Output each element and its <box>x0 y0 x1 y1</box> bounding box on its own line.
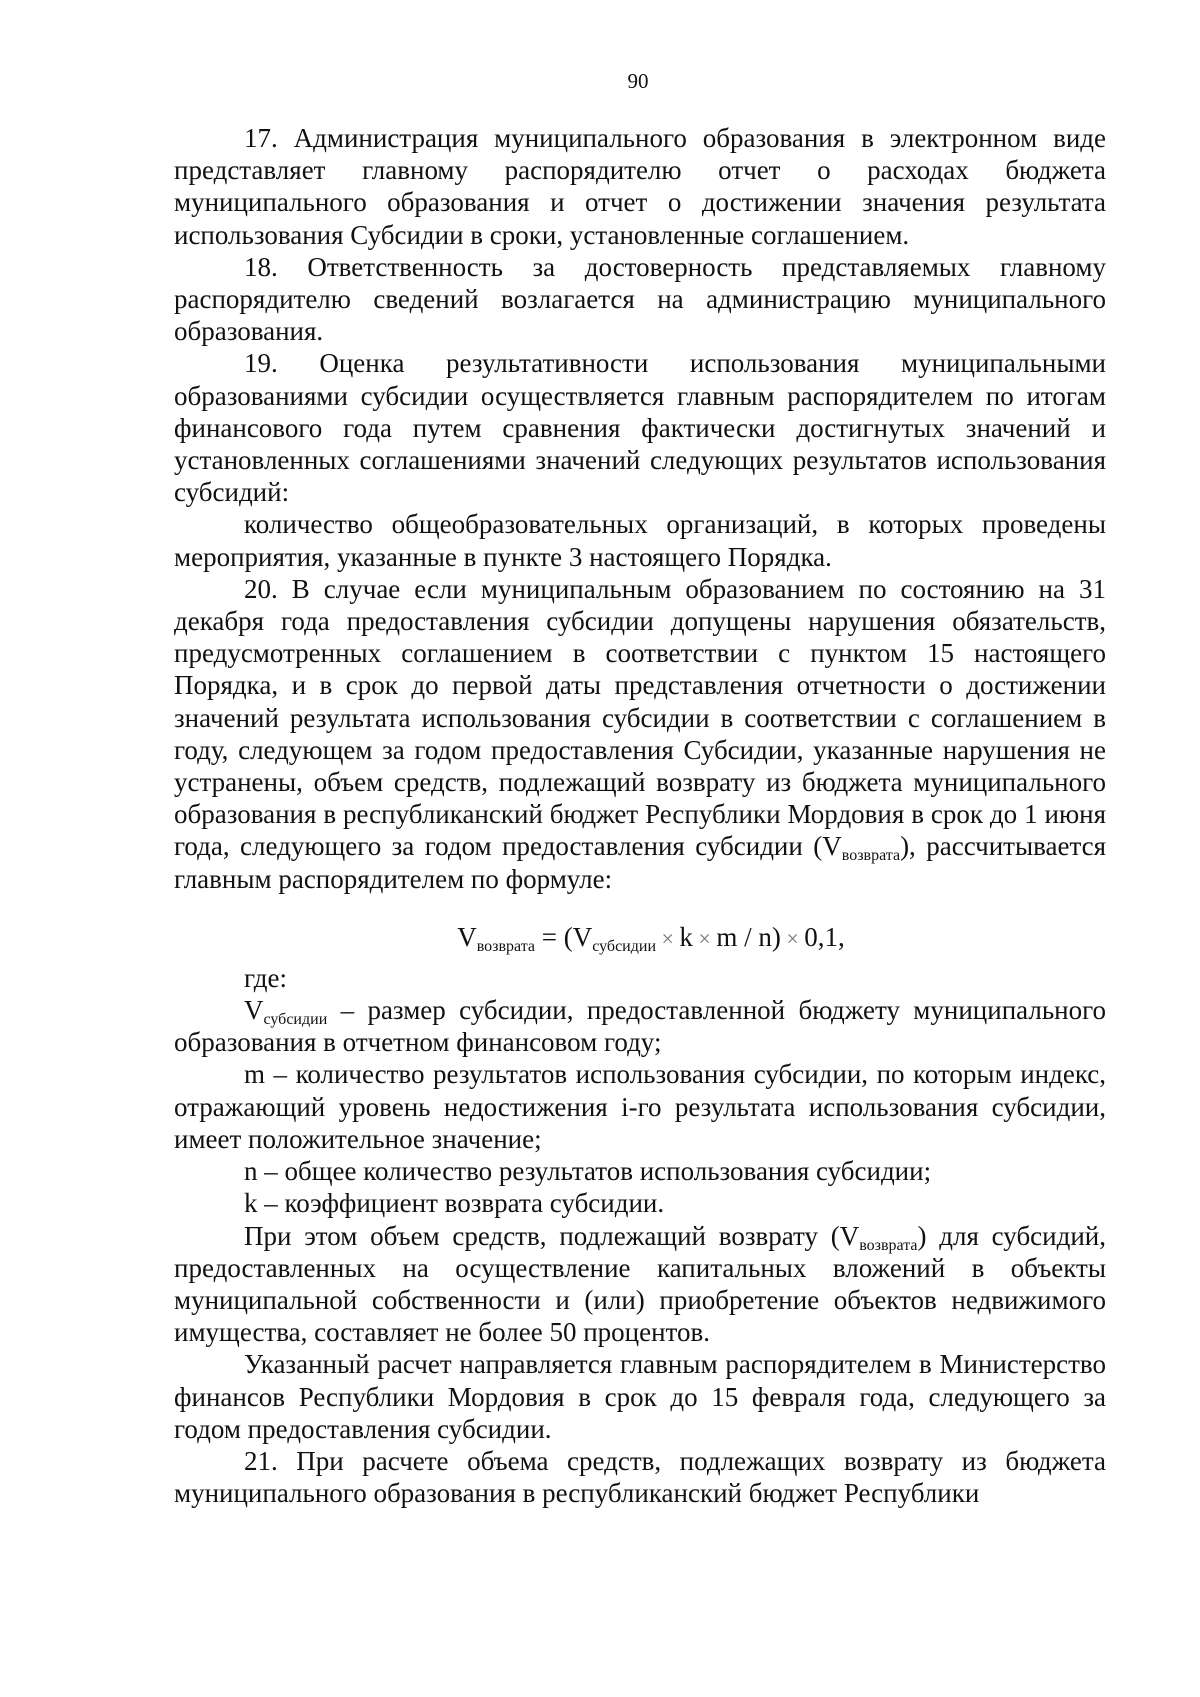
definition-v-subscript: субсидии <box>263 1011 328 1029</box>
formula-subsidy-subscript: субсидии <box>592 937 656 955</box>
formula-equals: = (V <box>535 921 593 952</box>
definition-v-symbol: V <box>244 995 264 1026</box>
paragraph-limit-tail: ) для субсидий, предоставленных на осуществление капитальных вложений в объекты муниципальной собственности и (или) приобретение объектов недвижимого имущества, составляет не более 50 процентов. <box>174 1220 1106 1348</box>
formula-times-2: × <box>692 925 717 951</box>
paragraph-limit-subscript: возврата <box>859 1236 918 1254</box>
definition-v <box>174 994 1106 1058</box>
paragraph-18: 18. Ответственность за достоверность представляемых главному распорядителю сведений возлагается на администрацию муниципального образования. <box>174 251 1106 347</box>
page-number: 90 <box>627 69 649 93</box>
where-label: где: <box>244 962 287 993</box>
paragraph-20-text: 20. В случае если муниципальным образованием по состоянию на 31 декабря года предоставления субсидии допущены нарушения обязательств, предусмотренных соглашением в соответствии с пунктом 15 настоящего Порядка, и в срок до первой даты представления отчетности о достижении значений результата использования субсидии в соответствии с соглашением в году, следующем за годом предоставления Субсидии, указанные нарушения не устранены, объем средств, подлежащий возврату из бюджета муниципального образования в республиканский бюджет Республики Мордовия в срок до 1 июня года, следующего за годом предоставления субсидии (V <box>174 573 1106 862</box>
paragraph-17: 17. Администрация муниципального образования в электронном виде представляет главному распорядителю отчет о расходах бюджета муниципального образования и отчет о достижении значения результата использования Субсидии в сроки, установленные соглашением. <box>174 123 1106 250</box>
paragraph-20 <box>174 573 1106 895</box>
paragraph-20-tail: ), рассчитывается главным распорядителем по формуле: <box>174 831 1107 894</box>
paragraph-19: 19. Оценка результативности использования муниципальными образованиями субсидии осуществляется главным распорядителем по итогам финансового года путем сравнения фактически достигнутых значений и установленных соглашениями значений следующих результатов использования субсидий: <box>174 348 1106 508</box>
definition-v-text: – размер субсидии, предоставленной бюджету муниципального образования в отчетном финансовом году; <box>174 995 1106 1058</box>
formula-k: k <box>679 921 693 952</box>
definition-n: n – общее количество результатов использования субсидии; <box>244 1156 932 1187</box>
definition-m: m – количество результатов использования субсидии, по которым индекс, отражающий уровень недостижения i-го результата использования субсидии, имеет положительное значение; <box>174 1059 1106 1154</box>
paragraph-19-item: количество общеобразовательных организаций, в которых проведены мероприятия, указанные в пункте 3 настоящего Порядка. <box>174 509 1106 572</box>
formula-times-3: × <box>780 925 805 951</box>
formula-end: 0,1, <box>804 921 845 952</box>
paragraph-calculation: Указанный расчет направляется главным распорядителем в Министерство финансов Республики Мордовия в срок до 15 февраля года, следующего за годом предоставления субсидии. <box>174 1349 1106 1444</box>
paragraph-limit <box>174 1220 1106 1349</box>
return-formula <box>174 921 1106 955</box>
formula-lhs: V <box>457 921 477 952</box>
formula-m-n: m / n) <box>716 921 781 952</box>
paragraph-20-subscript: возврата <box>841 847 901 865</box>
formula-times-1: × <box>656 925 680 951</box>
formula-lhs-subscript: возврата <box>476 937 536 955</box>
definition-k: k – коэффициент возврата субсидии. <box>244 1188 665 1219</box>
paragraph-21: 21. При расчете объема средств, подлежащих возврату из бюджета муниципального образования в республиканский бюджет Республики <box>174 1445 1106 1509</box>
paragraph-limit-text: При этом объем средств, подлежащий возврату (V <box>244 1220 860 1251</box>
